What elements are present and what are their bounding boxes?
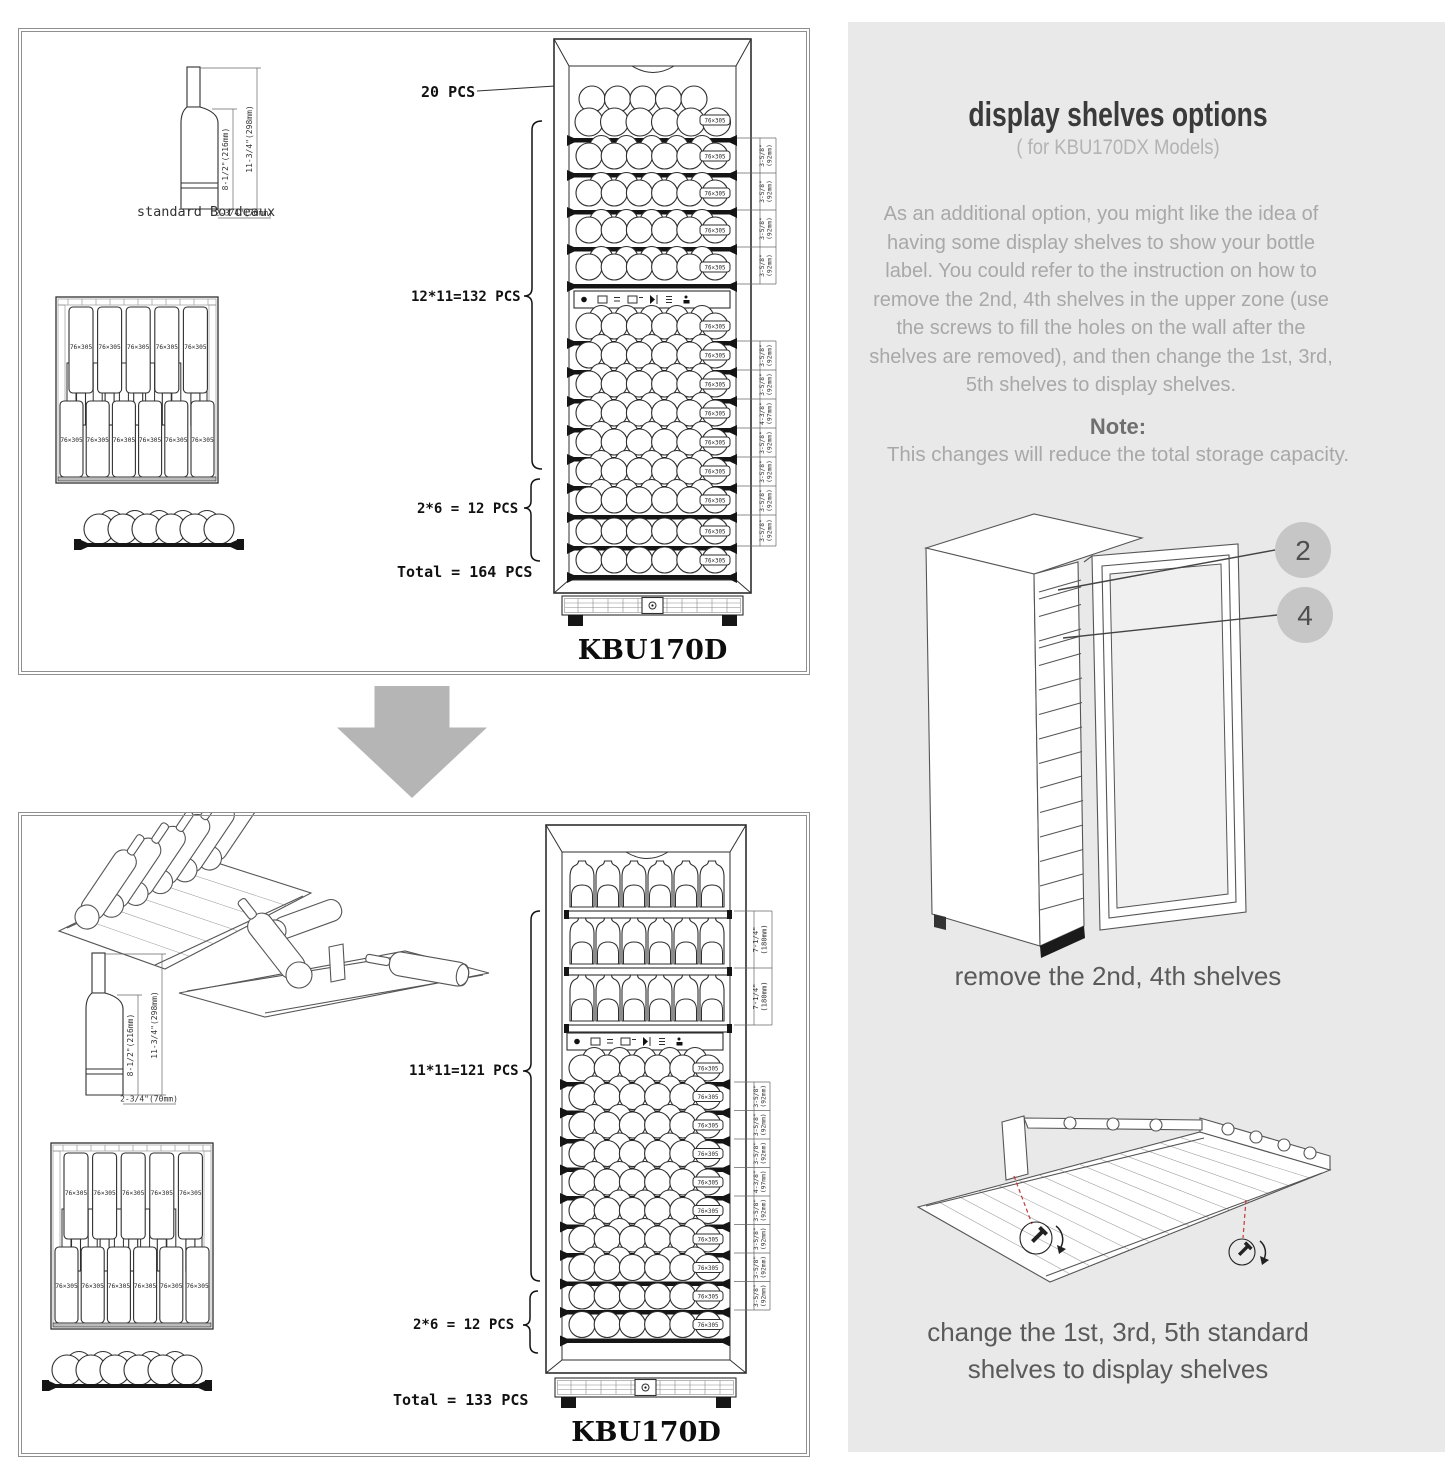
svg-text:(92mm): (92mm) (760, 1113, 768, 1137)
count-bottom-label: 2*6 = 12 PCS (413, 1317, 515, 1333)
svg-text:3-5/8": 3-5/8" (759, 519, 766, 542)
cabinet-open-door-3d (908, 498, 1368, 978)
svg-text:3-5/8": 3-5/8" (759, 431, 766, 454)
count-top-label: 20 PCS (421, 83, 476, 101)
svg-text:(92mm): (92mm) (766, 254, 774, 277)
caption-change-shelves (848, 1314, 1388, 1388)
caption-change-line2: shelves to display shelves (967, 1354, 1269, 1384)
display-shelves-options-panel (848, 22, 1445, 1452)
svg-text:(92mm): (92mm) (760, 1255, 768, 1279)
svg-text:(92mm): (92mm) (760, 1227, 768, 1251)
svg-text:3-5/8": 3-5/8" (753, 1113, 760, 1137)
total-label: Total = 133 PCS (393, 1391, 529, 1409)
svg-text:4-3/8": 4-3/8" (759, 402, 766, 425)
svg-text:3-5/8": 3-5/8" (753, 1227, 760, 1251)
svg-text:(92mm): (92mm) (760, 1198, 768, 1222)
standard-config-drawing (19, 29, 809, 674)
svg-text:(92mm): (92mm) (766, 180, 774, 203)
svg-text:3-5/8": 3-5/8" (753, 1255, 760, 1279)
display-shelf-conversion-3d (910, 1112, 1340, 1297)
display-config-drawing (19, 813, 809, 1456)
svg-text:3-5/8": 3-5/8" (759, 180, 766, 203)
svg-text:3-5/8": 3-5/8" (759, 217, 766, 240)
svg-text:(92mm): (92mm) (766, 373, 774, 396)
svg-text:3-5/8": 3-5/8" (759, 144, 766, 167)
svg-text:3-5/8": 3-5/8" (759, 489, 766, 512)
count-mid-label: 12*11=132 PCS (411, 289, 521, 305)
svg-text:(92mm): (92mm) (766, 519, 774, 542)
svg-text:(92mm): (92mm) (766, 431, 774, 454)
count-bottom-label: 2*6 = 12 PCS (417, 501, 519, 517)
svg-text:7-1/4": 7-1/4" (751, 926, 760, 953)
svg-text:3-5/8": 3-5/8" (759, 373, 766, 396)
down-arrow (337, 686, 487, 798)
total-label: Total = 164 PCS (397, 563, 533, 581)
caption-change-line1: change the 1st, 3rd, 5th standard (927, 1317, 1309, 1347)
svg-text:(92mm): (92mm) (766, 489, 774, 512)
note-text: This changes will reduce the total storage capacity. (886, 443, 1350, 466)
diagram-panel-display (18, 812, 810, 1457)
svg-text:3-5/8": 3-5/8" (753, 1084, 760, 1108)
model-label: KBU170D (571, 1417, 721, 1448)
page-title: display shelves options (968, 96, 1268, 134)
svg-text:(180mm): (180mm) (759, 981, 769, 1012)
svg-text:(92mm): (92mm) (760, 1084, 768, 1108)
svg-text:(92mm): (92mm) (766, 217, 774, 240)
svg-text:(97mm): (97mm) (760, 1170, 768, 1194)
svg-text:3-5/8": 3-5/8" (759, 460, 766, 483)
svg-text:(180mm): (180mm) (759, 924, 769, 955)
caption-remove-shelves: remove the 2nd, 4th shelves (954, 961, 1282, 991)
svg-text:(92mm): (92mm) (766, 144, 774, 167)
svg-text:(92mm): (92mm) (766, 344, 774, 367)
note-label: Note: (1089, 414, 1147, 439)
screw-icon (1236, 1241, 1253, 1258)
svg-text:3-5/8": 3-5/8" (753, 1141, 760, 1165)
svg-text:(92mm): (92mm) (760, 1141, 768, 1165)
svg-text:3-5/8": 3-5/8" (759, 254, 766, 277)
diagram-panel-standard (18, 28, 810, 675)
svg-text:(92mm): (92mm) (766, 460, 774, 483)
svg-text:76×305: 76×305 (704, 118, 726, 125)
model-label: KBU170D (577, 635, 728, 666)
page-subtitle: ( for KBU170DX Models) (1016, 136, 1220, 159)
bottle-caption: standard Bordeaux (136, 204, 276, 220)
instructions-text: As an additional option, you might like the idea of having some display shelves to show your bottle label. You could refer to the instruction on how to remove the 2nd, 4th shelves in the upper zone (use the screws to fill the holes on the wall after the shelves are removed), and then change the 1st, 3rd, 5th shelves to display shelves. (869, 203, 1333, 396)
svg-text:(97mm): (97mm) (766, 402, 774, 425)
callout-4-number: 4 (1297, 600, 1313, 631)
svg-text:7-1/4": 7-1/4" (751, 983, 760, 1010)
svg-text:3-5/8": 3-5/8" (759, 344, 766, 367)
count-mid-label: 11*11=121 PCS (409, 1063, 519, 1079)
svg-text:(92mm): (92mm) (760, 1284, 768, 1308)
wine-cooler-front-standard (554, 39, 776, 666)
wine-cooler-front-display (546, 825, 772, 1448)
display-shelf-bottles-3d (59, 813, 345, 969)
svg-text:4-3/8": 4-3/8" (753, 1170, 760, 1194)
svg-text:3-5/8": 3-5/8" (753, 1198, 760, 1222)
callout-2-number: 2 (1295, 535, 1311, 566)
svg-text:3-5/8": 3-5/8" (753, 1284, 760, 1308)
